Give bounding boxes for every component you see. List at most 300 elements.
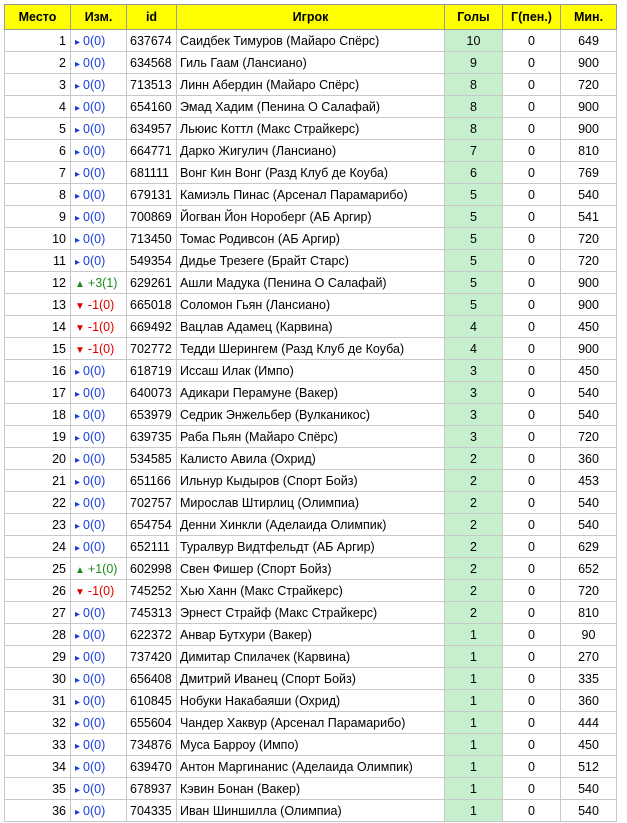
- table-body: [5, 30, 617, 822]
- cell-player[interactable]: Свен Фишер (Спорт Бойз): [177, 558, 445, 580]
- cell-min[interactable]: 541: [561, 206, 617, 228]
- header-player[interactable]: Игрок: [177, 5, 445, 30]
- cell-player[interactable]: Йогван Йон Нороберг (АБ Аргир): [177, 206, 445, 228]
- cell-id[interactable]: 656408: [127, 668, 177, 690]
- table-row[interactable]: [5, 778, 617, 800]
- cell-id[interactable]: 700869: [127, 206, 177, 228]
- arrow-right-icon: ▸: [75, 124, 81, 136]
- cell-place[interactable]: 25: [5, 558, 71, 580]
- cell-min[interactable]: 540: [561, 382, 617, 404]
- cell-goals[interactable]: 1: [445, 646, 503, 668]
- cell-player[interactable]: Раба Пьян (Майаро Спёрс): [177, 426, 445, 448]
- cell-pen[interactable]: 0: [503, 118, 561, 140]
- cell-change[interactable]: [71, 382, 127, 404]
- cell-id[interactable]: 681111: [127, 162, 177, 184]
- cell-place[interactable]: 34: [5, 756, 71, 778]
- cell-pen[interactable]: 0: [503, 646, 561, 668]
- cell-min[interactable]: 270: [561, 646, 617, 668]
- cell-change[interactable]: [71, 756, 127, 778]
- cell-pen[interactable]: 0: [503, 690, 561, 712]
- cell-goals[interactable]: 3: [445, 404, 503, 426]
- table-row[interactable]: [5, 756, 617, 778]
- cell-goals[interactable]: 1: [445, 624, 503, 646]
- cell-id[interactable]: 654160: [127, 96, 177, 118]
- cell-min[interactable]: 360: [561, 448, 617, 470]
- cell-id[interactable]: 669492: [127, 316, 177, 338]
- cell-min[interactable]: 900: [561, 272, 617, 294]
- cell-change[interactable]: [71, 514, 127, 536]
- cell-change[interactable]: [71, 602, 127, 624]
- cell-goals[interactable]: 1: [445, 756, 503, 778]
- table-row[interactable]: [5, 602, 617, 624]
- cell-pen[interactable]: 0: [503, 184, 561, 206]
- cell-place[interactable]: 12: [5, 272, 71, 294]
- table-row[interactable]: [5, 404, 617, 426]
- cell-pen[interactable]: 0: [503, 338, 561, 360]
- cell-player[interactable]: Чандер Хаквур (Арсенал Парамарибо): [177, 712, 445, 734]
- cell-min[interactable]: 360: [561, 690, 617, 712]
- cell-pen[interactable]: 0: [503, 580, 561, 602]
- cell-player[interactable]: Эрнест Страйф (Макс Страйкерс): [177, 602, 445, 624]
- arrow-right-icon: ▸: [75, 806, 81, 818]
- cell-goals[interactable]: 2: [445, 602, 503, 624]
- cell-pen[interactable]: 0: [503, 316, 561, 338]
- cell-id[interactable]: 702757: [127, 492, 177, 514]
- cell-player[interactable]: Денни Хинкли (Аделаида Олимпик): [177, 514, 445, 536]
- cell-pen[interactable]: 0: [503, 30, 561, 52]
- cell-change[interactable]: [71, 74, 127, 96]
- cell-goals[interactable]: 3: [445, 426, 503, 448]
- cell-pen[interactable]: 0: [503, 448, 561, 470]
- cell-id[interactable]: 640073: [127, 382, 177, 404]
- cell-min[interactable]: 720: [561, 74, 617, 96]
- cell-player[interactable]: Муса Барроу (Импо): [177, 734, 445, 756]
- cell-goals[interactable]: 1: [445, 778, 503, 800]
- cell-change[interactable]: [71, 492, 127, 514]
- cell-goals[interactable]: 1: [445, 800, 503, 822]
- cell-change[interactable]: [71, 52, 127, 74]
- cell-place[interactable]: 8: [5, 184, 71, 206]
- cell-goals[interactable]: 5: [445, 294, 503, 316]
- cell-id[interactable]: 639470: [127, 756, 177, 778]
- cell-change[interactable]: [71, 184, 127, 206]
- header-id[interactable]: id: [127, 5, 177, 30]
- cell-goals[interactable]: 5: [445, 272, 503, 294]
- cell-id[interactable]: 549354: [127, 250, 177, 272]
- table-row[interactable]: [5, 382, 617, 404]
- cell-place[interactable]: 28: [5, 624, 71, 646]
- cell-change[interactable]: [71, 250, 127, 272]
- cell-place[interactable]: 7: [5, 162, 71, 184]
- cell-min[interactable]: 512: [561, 756, 617, 778]
- cell-place[interactable]: 20: [5, 448, 71, 470]
- cell-min[interactable]: 540: [561, 492, 617, 514]
- cell-player[interactable]: Хью Ханн (Макс Страйкерс): [177, 580, 445, 602]
- table-row[interactable]: [5, 734, 617, 756]
- cell-min[interactable]: 720: [561, 250, 617, 272]
- cell-change[interactable]: [71, 448, 127, 470]
- cell-player[interactable]: Вонг Кин Вонг (Разд Клуб де Коуба): [177, 162, 445, 184]
- change-value: 0(0): [83, 737, 106, 752]
- cell-change[interactable]: [71, 140, 127, 162]
- cell-place[interactable]: 29: [5, 646, 71, 668]
- table-row[interactable]: [5, 316, 617, 338]
- cell-min[interactable]: 652: [561, 558, 617, 580]
- cell-change[interactable]: [71, 712, 127, 734]
- cell-id[interactable]: 637674: [127, 30, 177, 52]
- cell-goals[interactable]: 6: [445, 162, 503, 184]
- cell-id[interactable]: 651166: [127, 470, 177, 492]
- cell-place[interactable]: 26: [5, 580, 71, 602]
- cell-place[interactable]: 24: [5, 536, 71, 558]
- table-row[interactable]: [5, 52, 617, 74]
- cell-pen[interactable]: 0: [503, 404, 561, 426]
- cell-pen[interactable]: 0: [503, 382, 561, 404]
- cell-place[interactable]: 21: [5, 470, 71, 492]
- cell-place[interactable]: 19: [5, 426, 71, 448]
- cell-player[interactable]: Нобуки Накабаяши (Охрид): [177, 690, 445, 712]
- table-row[interactable]: [5, 206, 617, 228]
- cell-change[interactable]: [71, 668, 127, 690]
- cell-place[interactable]: 15: [5, 338, 71, 360]
- cell-goals[interactable]: 1: [445, 668, 503, 690]
- cell-min[interactable]: 540: [561, 778, 617, 800]
- cell-change[interactable]: [71, 96, 127, 118]
- cell-pen[interactable]: 0: [503, 162, 561, 184]
- table-row[interactable]: [5, 800, 617, 822]
- cell-player[interactable]: Вацлав Адамец (Карвина): [177, 316, 445, 338]
- cell-change[interactable]: [71, 360, 127, 382]
- header-place[interactable]: Место: [5, 5, 71, 30]
- cell-place[interactable]: 17: [5, 382, 71, 404]
- cell-id[interactable]: 702772: [127, 338, 177, 360]
- cell-id[interactable]: 618719: [127, 360, 177, 382]
- cell-min[interactable]: 540: [561, 404, 617, 426]
- cell-place[interactable]: 33: [5, 734, 71, 756]
- cell-min[interactable]: 444: [561, 712, 617, 734]
- table-row[interactable]: [5, 712, 617, 734]
- cell-pen[interactable]: 0: [503, 712, 561, 734]
- table-row[interactable]: [5, 184, 617, 206]
- cell-change[interactable]: [71, 624, 127, 646]
- table-row[interactable]: [5, 162, 617, 184]
- cell-min[interactable]: 649: [561, 30, 617, 52]
- cell-goals[interactable]: 2: [445, 558, 503, 580]
- cell-goals[interactable]: 2: [445, 470, 503, 492]
- cell-goals[interactable]: 1: [445, 690, 503, 712]
- cell-min[interactable]: 450: [561, 360, 617, 382]
- cell-player[interactable]: Димитар Спилачек (Карвина): [177, 646, 445, 668]
- cell-place[interactable]: 22: [5, 492, 71, 514]
- cell-player[interactable]: Дидье Трезеге (Брайт Старс): [177, 250, 445, 272]
- cell-id[interactable]: 664771: [127, 140, 177, 162]
- cell-goals[interactable]: 4: [445, 338, 503, 360]
- cell-player[interactable]: Дмитрий Иванец (Спорт Бойз): [177, 668, 445, 690]
- cell-id[interactable]: 654754: [127, 514, 177, 536]
- cell-place[interactable]: 36: [5, 800, 71, 822]
- cell-player[interactable]: Ильнур Кыдыров (Спорт Бойз): [177, 470, 445, 492]
- cell-player[interactable]: Иссаш Илак (Импо): [177, 360, 445, 382]
- cell-place[interactable]: 2: [5, 52, 71, 74]
- table-row[interactable]: [5, 668, 617, 690]
- cell-player[interactable]: Саидбек Тимуров (Майаро Спёрс): [177, 30, 445, 52]
- cell-pen[interactable]: 0: [503, 294, 561, 316]
- cell-id[interactable]: 745313: [127, 602, 177, 624]
- cell-player[interactable]: Мирослав Штирлиц (Олимпиа): [177, 492, 445, 514]
- cell-change[interactable]: [71, 470, 127, 492]
- cell-pen[interactable]: 0: [503, 250, 561, 272]
- cell-change[interactable]: [71, 162, 127, 184]
- cell-goals[interactable]: 3: [445, 360, 503, 382]
- table-row[interactable]: [5, 690, 617, 712]
- cell-id[interactable]: 634957: [127, 118, 177, 140]
- cell-change[interactable]: [71, 646, 127, 668]
- cell-place[interactable]: 6: [5, 140, 71, 162]
- cell-id[interactable]: 653979: [127, 404, 177, 426]
- cell-id[interactable]: 622372: [127, 624, 177, 646]
- cell-change[interactable]: [71, 30, 127, 52]
- table-row[interactable]: [5, 580, 617, 602]
- cell-pen[interactable]: 0: [503, 602, 561, 624]
- cell-player[interactable]: Ашли Мадука (Пенина О Салафай): [177, 272, 445, 294]
- cell-player[interactable]: Кэвин Бонан (Вакер): [177, 778, 445, 800]
- cell-min[interactable]: 900: [561, 96, 617, 118]
- cell-player[interactable]: Соломон Гьян (Лансиано): [177, 294, 445, 316]
- cell-player[interactable]: Антон Маргинанис (Аделаида Олимпик): [177, 756, 445, 778]
- table-row[interactable]: [5, 448, 617, 470]
- cell-goals[interactable]: 1: [445, 734, 503, 756]
- table-row[interactable]: [5, 30, 617, 52]
- cell-place[interactable]: 5: [5, 118, 71, 140]
- cell-place[interactable]: 9: [5, 206, 71, 228]
- cell-pen[interactable]: 0: [503, 272, 561, 294]
- cell-pen[interactable]: 0: [503, 778, 561, 800]
- cell-goals[interactable]: 5: [445, 206, 503, 228]
- cell-place[interactable]: 11: [5, 250, 71, 272]
- cell-goals[interactable]: 2: [445, 580, 503, 602]
- cell-place[interactable]: 3: [5, 74, 71, 96]
- cell-player[interactable]: Калисто Авила (Охрид): [177, 448, 445, 470]
- table-row[interactable]: [5, 140, 617, 162]
- cell-player[interactable]: Эмад Хадим (Пенина О Салафай): [177, 96, 445, 118]
- cell-pen[interactable]: 0: [503, 140, 561, 162]
- cell-change[interactable]: [71, 690, 127, 712]
- cell-change[interactable]: [71, 272, 127, 294]
- cell-pen[interactable]: 0: [503, 536, 561, 558]
- cell-id[interactable]: 534585: [127, 448, 177, 470]
- cell-id[interactable]: 734876: [127, 734, 177, 756]
- cell-id[interactable]: 737420: [127, 646, 177, 668]
- cell-pen[interactable]: 0: [503, 360, 561, 382]
- cell-player[interactable]: Адикари Перамуне (Вакер): [177, 382, 445, 404]
- header-goals[interactable]: Голы: [445, 5, 503, 30]
- cell-player[interactable]: Туралвур Видтфельдт (АБ Аргир): [177, 536, 445, 558]
- cell-min[interactable]: 720: [561, 228, 617, 250]
- cell-goals[interactable]: 8: [445, 118, 503, 140]
- cell-goals[interactable]: 4: [445, 316, 503, 338]
- cell-place[interactable]: 10: [5, 228, 71, 250]
- cell-change[interactable]: [71, 294, 127, 316]
- cell-player[interactable]: Льюис Коттл (Макс Страйкерс): [177, 118, 445, 140]
- table-row[interactable]: [5, 558, 617, 580]
- table-row[interactable]: [5, 360, 617, 382]
- cell-id[interactable]: 713513: [127, 74, 177, 96]
- cell-id[interactable]: 713450: [127, 228, 177, 250]
- cell-pen[interactable]: 0: [503, 96, 561, 118]
- cell-min[interactable]: 900: [561, 118, 617, 140]
- cell-player[interactable]: Гиль Гаам (Лансиано): [177, 52, 445, 74]
- cell-min[interactable]: 900: [561, 52, 617, 74]
- cell-min[interactable]: 540: [561, 514, 617, 536]
- cell-min[interactable]: 810: [561, 140, 617, 162]
- cell-change[interactable]: [71, 338, 127, 360]
- cell-pen[interactable]: 0: [503, 206, 561, 228]
- cell-player[interactable]: Иван Шиншилла (Олимпиа): [177, 800, 445, 822]
- cell-pen[interactable]: 0: [503, 756, 561, 778]
- cell-pen[interactable]: 0: [503, 492, 561, 514]
- cell-goals[interactable]: 2: [445, 514, 503, 536]
- cell-player[interactable]: Дарко Жигулич (Лансиано): [177, 140, 445, 162]
- cell-min[interactable]: 540: [561, 800, 617, 822]
- table-row[interactable]: [5, 536, 617, 558]
- cell-pen[interactable]: 0: [503, 52, 561, 74]
- cell-min[interactable]: 450: [561, 734, 617, 756]
- cell-goals[interactable]: 8: [445, 96, 503, 118]
- cell-goals[interactable]: 2: [445, 492, 503, 514]
- table-row[interactable]: [5, 624, 617, 646]
- header-change[interactable]: Изм.: [71, 5, 127, 30]
- cell-player[interactable]: Анвар Бутхури (Вакер): [177, 624, 445, 646]
- cell-place[interactable]: 16: [5, 360, 71, 382]
- table-row[interactable]: [5, 294, 617, 316]
- cell-place[interactable]: 27: [5, 602, 71, 624]
- cell-pen[interactable]: 0: [503, 800, 561, 822]
- cell-change[interactable]: [71, 118, 127, 140]
- cell-change[interactable]: [71, 426, 127, 448]
- cell-change[interactable]: [71, 228, 127, 250]
- cell-place[interactable]: 31: [5, 690, 71, 712]
- cell-pen[interactable]: 0: [503, 558, 561, 580]
- table-row[interactable]: [5, 118, 617, 140]
- table-row[interactable]: [5, 96, 617, 118]
- table-row[interactable]: [5, 646, 617, 668]
- cell-id[interactable]: 665018: [127, 294, 177, 316]
- cell-goals[interactable]: 1: [445, 712, 503, 734]
- cell-change[interactable]: [71, 536, 127, 558]
- cell-id[interactable]: 745252: [127, 580, 177, 602]
- cell-player[interactable]: Камиэль Пинас (Арсенал Парамарибо): [177, 184, 445, 206]
- cell-place[interactable]: 23: [5, 514, 71, 536]
- cell-pen[interactable]: 0: [503, 668, 561, 690]
- cell-place[interactable]: 13: [5, 294, 71, 316]
- table-row[interactable]: [5, 492, 617, 514]
- header-pen[interactable]: Г(пен.): [503, 5, 561, 30]
- table-row[interactable]: [5, 514, 617, 536]
- cell-player[interactable]: Тедди Шерингем (Разд Клуб де Коуба): [177, 338, 445, 360]
- cell-id[interactable]: 634568: [127, 52, 177, 74]
- cell-goals[interactable]: 5: [445, 184, 503, 206]
- arrow-right-icon: ▸: [75, 168, 81, 180]
- cell-min[interactable]: 900: [561, 294, 617, 316]
- table-row[interactable]: [5, 74, 617, 96]
- cell-change[interactable]: [71, 404, 127, 426]
- cell-place[interactable]: 4: [5, 96, 71, 118]
- cell-id[interactable]: 610845: [127, 690, 177, 712]
- cell-goals[interactable]: 5: [445, 250, 503, 272]
- cell-player[interactable]: Томас Родивсон (АБ Аргир): [177, 228, 445, 250]
- cell-pen[interactable]: 0: [503, 624, 561, 646]
- cell-player[interactable]: Линн Абердин (Майаро Спёрс): [177, 74, 445, 96]
- cell-min[interactable]: 720: [561, 580, 617, 602]
- cell-min[interactable]: 90: [561, 624, 617, 646]
- cell-id[interactable]: 678937: [127, 778, 177, 800]
- table-row[interactable]: [5, 426, 617, 448]
- header-min[interactable]: Мин.: [561, 5, 617, 30]
- cell-min[interactable]: 540: [561, 184, 617, 206]
- cell-min[interactable]: 769: [561, 162, 617, 184]
- cell-goals[interactable]: 5: [445, 228, 503, 250]
- cell-change[interactable]: [71, 734, 127, 756]
- cell-min[interactable]: 335: [561, 668, 617, 690]
- cell-goals[interactable]: 3: [445, 382, 503, 404]
- cell-goals[interactable]: 2: [445, 536, 503, 558]
- table-row[interactable]: [5, 470, 617, 492]
- cell-id[interactable]: 652111: [127, 536, 177, 558]
- table-row[interactable]: [5, 228, 617, 250]
- cell-change[interactable]: [71, 800, 127, 822]
- cell-change[interactable]: [71, 778, 127, 800]
- cell-place[interactable]: 1: [5, 30, 71, 52]
- cell-place[interactable]: 14: [5, 316, 71, 338]
- cell-place[interactable]: 30: [5, 668, 71, 690]
- cell-change[interactable]: [71, 206, 127, 228]
- cell-id[interactable]: 629261: [127, 272, 177, 294]
- cell-id[interactable]: 655604: [127, 712, 177, 734]
- cell-min[interactable]: 720: [561, 426, 617, 448]
- cell-min[interactable]: 900: [561, 338, 617, 360]
- cell-change[interactable]: [71, 316, 127, 338]
- table-row[interactable]: [5, 338, 617, 360]
- cell-goals[interactable]: 10: [445, 30, 503, 52]
- cell-place[interactable]: 32: [5, 712, 71, 734]
- cell-goals[interactable]: 8: [445, 74, 503, 96]
- cell-pen[interactable]: 0: [503, 470, 561, 492]
- cell-min[interactable]: 450: [561, 316, 617, 338]
- cell-place[interactable]: 18: [5, 404, 71, 426]
- cell-pen[interactable]: 0: [503, 514, 561, 536]
- cell-goals[interactable]: 9: [445, 52, 503, 74]
- cell-id[interactable]: 639735: [127, 426, 177, 448]
- cell-change[interactable]: [71, 580, 127, 602]
- cell-pen[interactable]: 0: [503, 426, 561, 448]
- cell-goals[interactable]: 7: [445, 140, 503, 162]
- cell-goals[interactable]: 2: [445, 448, 503, 470]
- cell-min[interactable]: 810: [561, 602, 617, 624]
- cell-id[interactable]: 602998: [127, 558, 177, 580]
- table-row[interactable]: [5, 250, 617, 272]
- cell-min[interactable]: 453: [561, 470, 617, 492]
- cell-pen[interactable]: 0: [503, 74, 561, 96]
- cell-place[interactable]: 35: [5, 778, 71, 800]
- cell-pen[interactable]: 0: [503, 734, 561, 756]
- cell-id[interactable]: 704335: [127, 800, 177, 822]
- table-row[interactable]: [5, 272, 617, 294]
- cell-player[interactable]: Седрик Энжельбер (Вулканикос): [177, 404, 445, 426]
- cell-min[interactable]: 629: [561, 536, 617, 558]
- cell-change[interactable]: [71, 558, 127, 580]
- cell-id[interactable]: 679131: [127, 184, 177, 206]
- cell-pen[interactable]: 0: [503, 228, 561, 250]
